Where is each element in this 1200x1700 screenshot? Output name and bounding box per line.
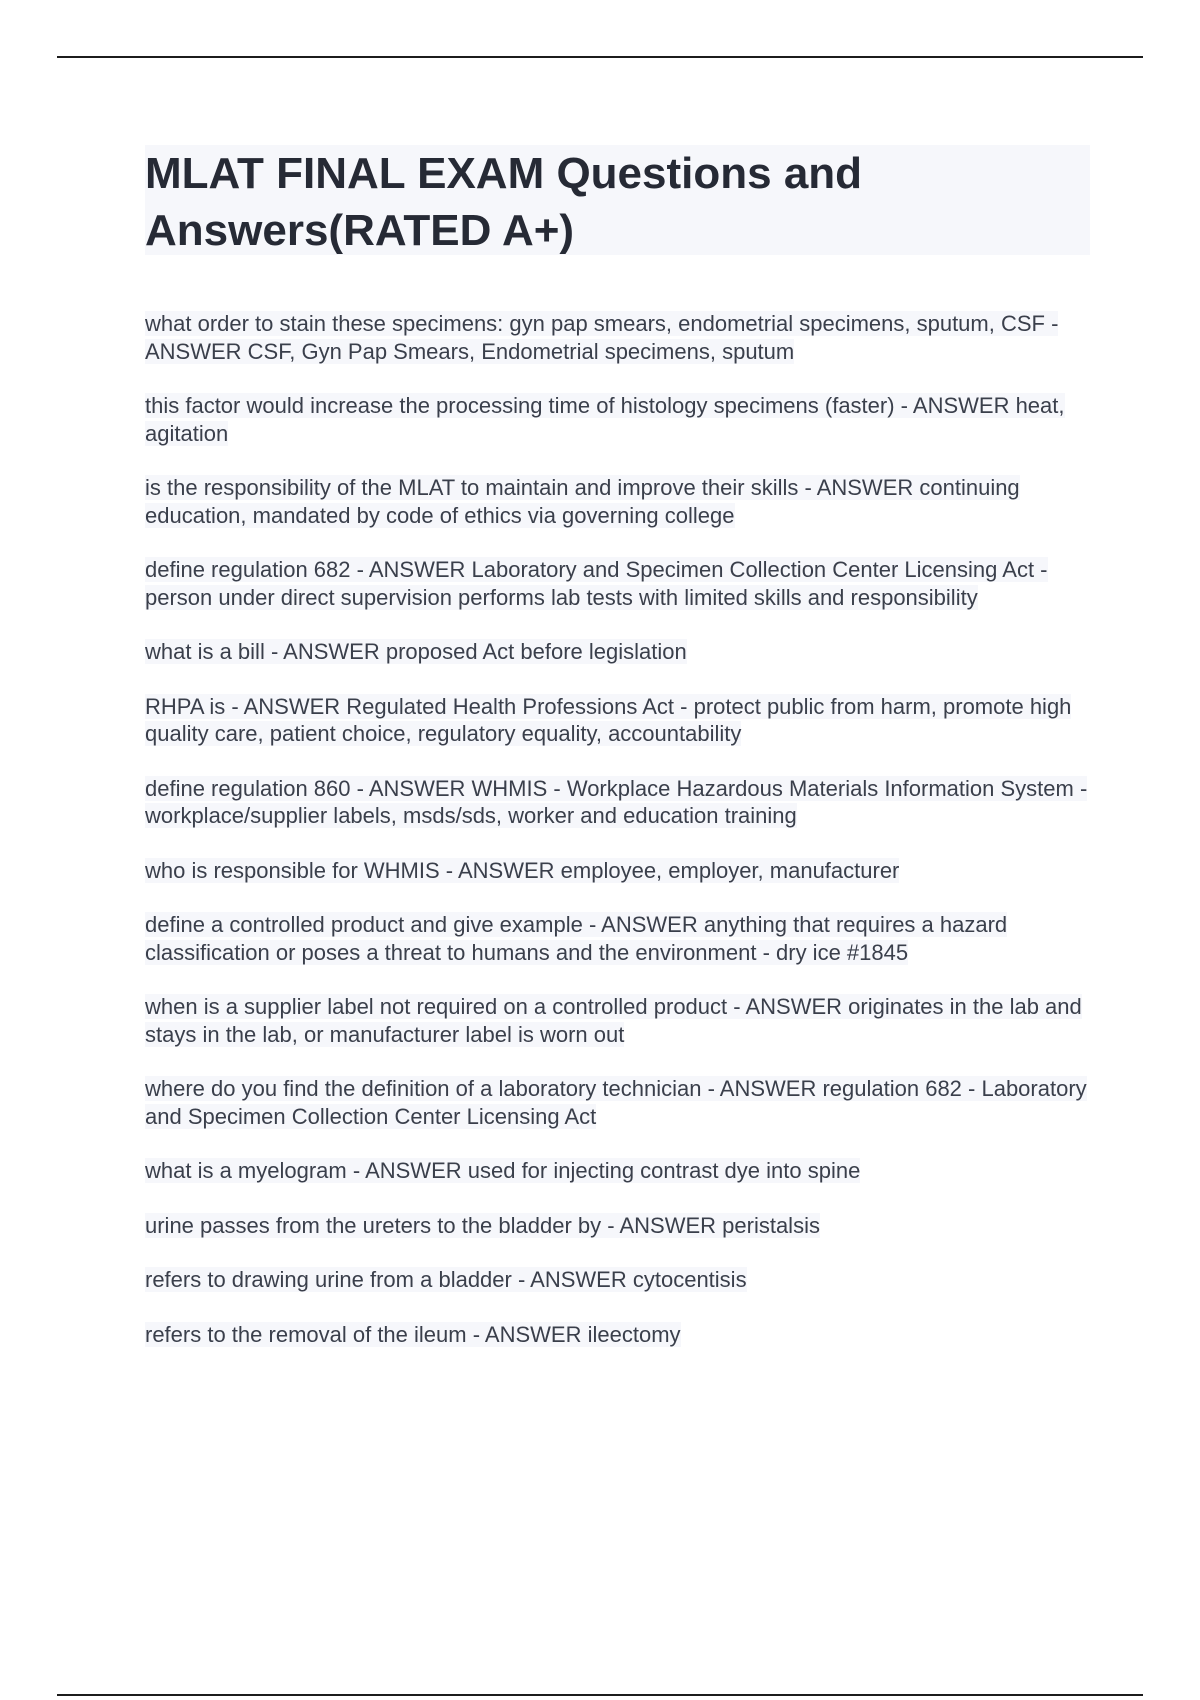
title-block [145,145,1090,255]
qa-item [145,392,1100,447]
qa-text: when is a supplier label not required on a controlled product - ANSWER originates in the lab and stays in the lab, or manufacturer label is worn out [145,994,1082,1047]
qa-text: RHPA is - ANSWER Regulated Health Professions Act - protect public from harm, promote high quality care, patient choice, regulatory equality, accountability [145,693,1072,746]
qa-text: define regulation 860 - ANSWER WHMIS - Workplace Hazardous Materials Information System - workplace/supplier labels, msds/sds, worker and education training [145,775,1088,828]
qa-item [145,1321,1100,1349]
qa-item [145,1157,1100,1185]
qa-item [145,556,1100,611]
qa-text: who is responsible for WHMIS - ANSWER employee, employer, manufacturer [145,857,900,883]
qa-item [145,693,1100,748]
top-rule [57,56,1143,58]
qa-text: refers to drawing urine from a bladder - ANSWER cytocentisis [145,1267,747,1292]
qa-item [145,1075,1100,1130]
qa-text: is the responsibility of the MLAT to maintain and improve their skills - ANSWER continuing education, mandated by code of ethics via governing college [145,475,1020,528]
qa-item [145,1212,1100,1240]
qa-text: what is a myelogram - ANSWER used for injecting contrast dye into spine [145,1158,861,1183]
qa-text: refers to the removal of the ileum - ANSWER ileectomy [145,1321,681,1347]
qa-item [145,474,1100,529]
qa-item [145,1266,1100,1294]
qa-item [145,638,1100,666]
qa-item [145,911,1100,966]
bottom-rule [57,1694,1143,1696]
qa-text: what is a bill - ANSWER proposed Act before legislation [145,639,687,664]
qa-text: define a controlled product and give example - ANSWER anything that requires a hazard classification or poses a threat to humans and the environment - dry ice #1845 [145,912,1008,965]
qa-list [145,310,1100,1375]
qa-text: define regulation 682 - ANSWER Laboratory and Specimen Collection Center Licensing Act - person under direct supervision performs lab tests with limited skills and responsibility [145,557,1048,610]
page-title: MLAT FINAL EXAM Questions and Answers(RATED A+) [145,149,863,255]
qa-text: where do you find the definition of a laboratory technician - ANSWER regulation 682 - Laboratory and Specimen Collection Center Licensing Act [145,1076,1087,1129]
qa-item [145,775,1100,830]
qa-text: urine passes from the ureters to the bladder by - ANSWER peristalsis [145,1212,820,1238]
qa-text: what order to stain these specimens: gyn pap smears, endometrial specimens, sputum, CSF - ANSWER CSF, Gyn Pap Smears, Endometrial specimens, sputum [145,311,1059,364]
qa-item [145,857,1100,885]
qa-text: this factor would increase the processing time of histology specimens (faster) - ANSWER heat, agitation [145,393,1065,446]
qa-item [145,993,1100,1048]
qa-item [145,310,1100,365]
